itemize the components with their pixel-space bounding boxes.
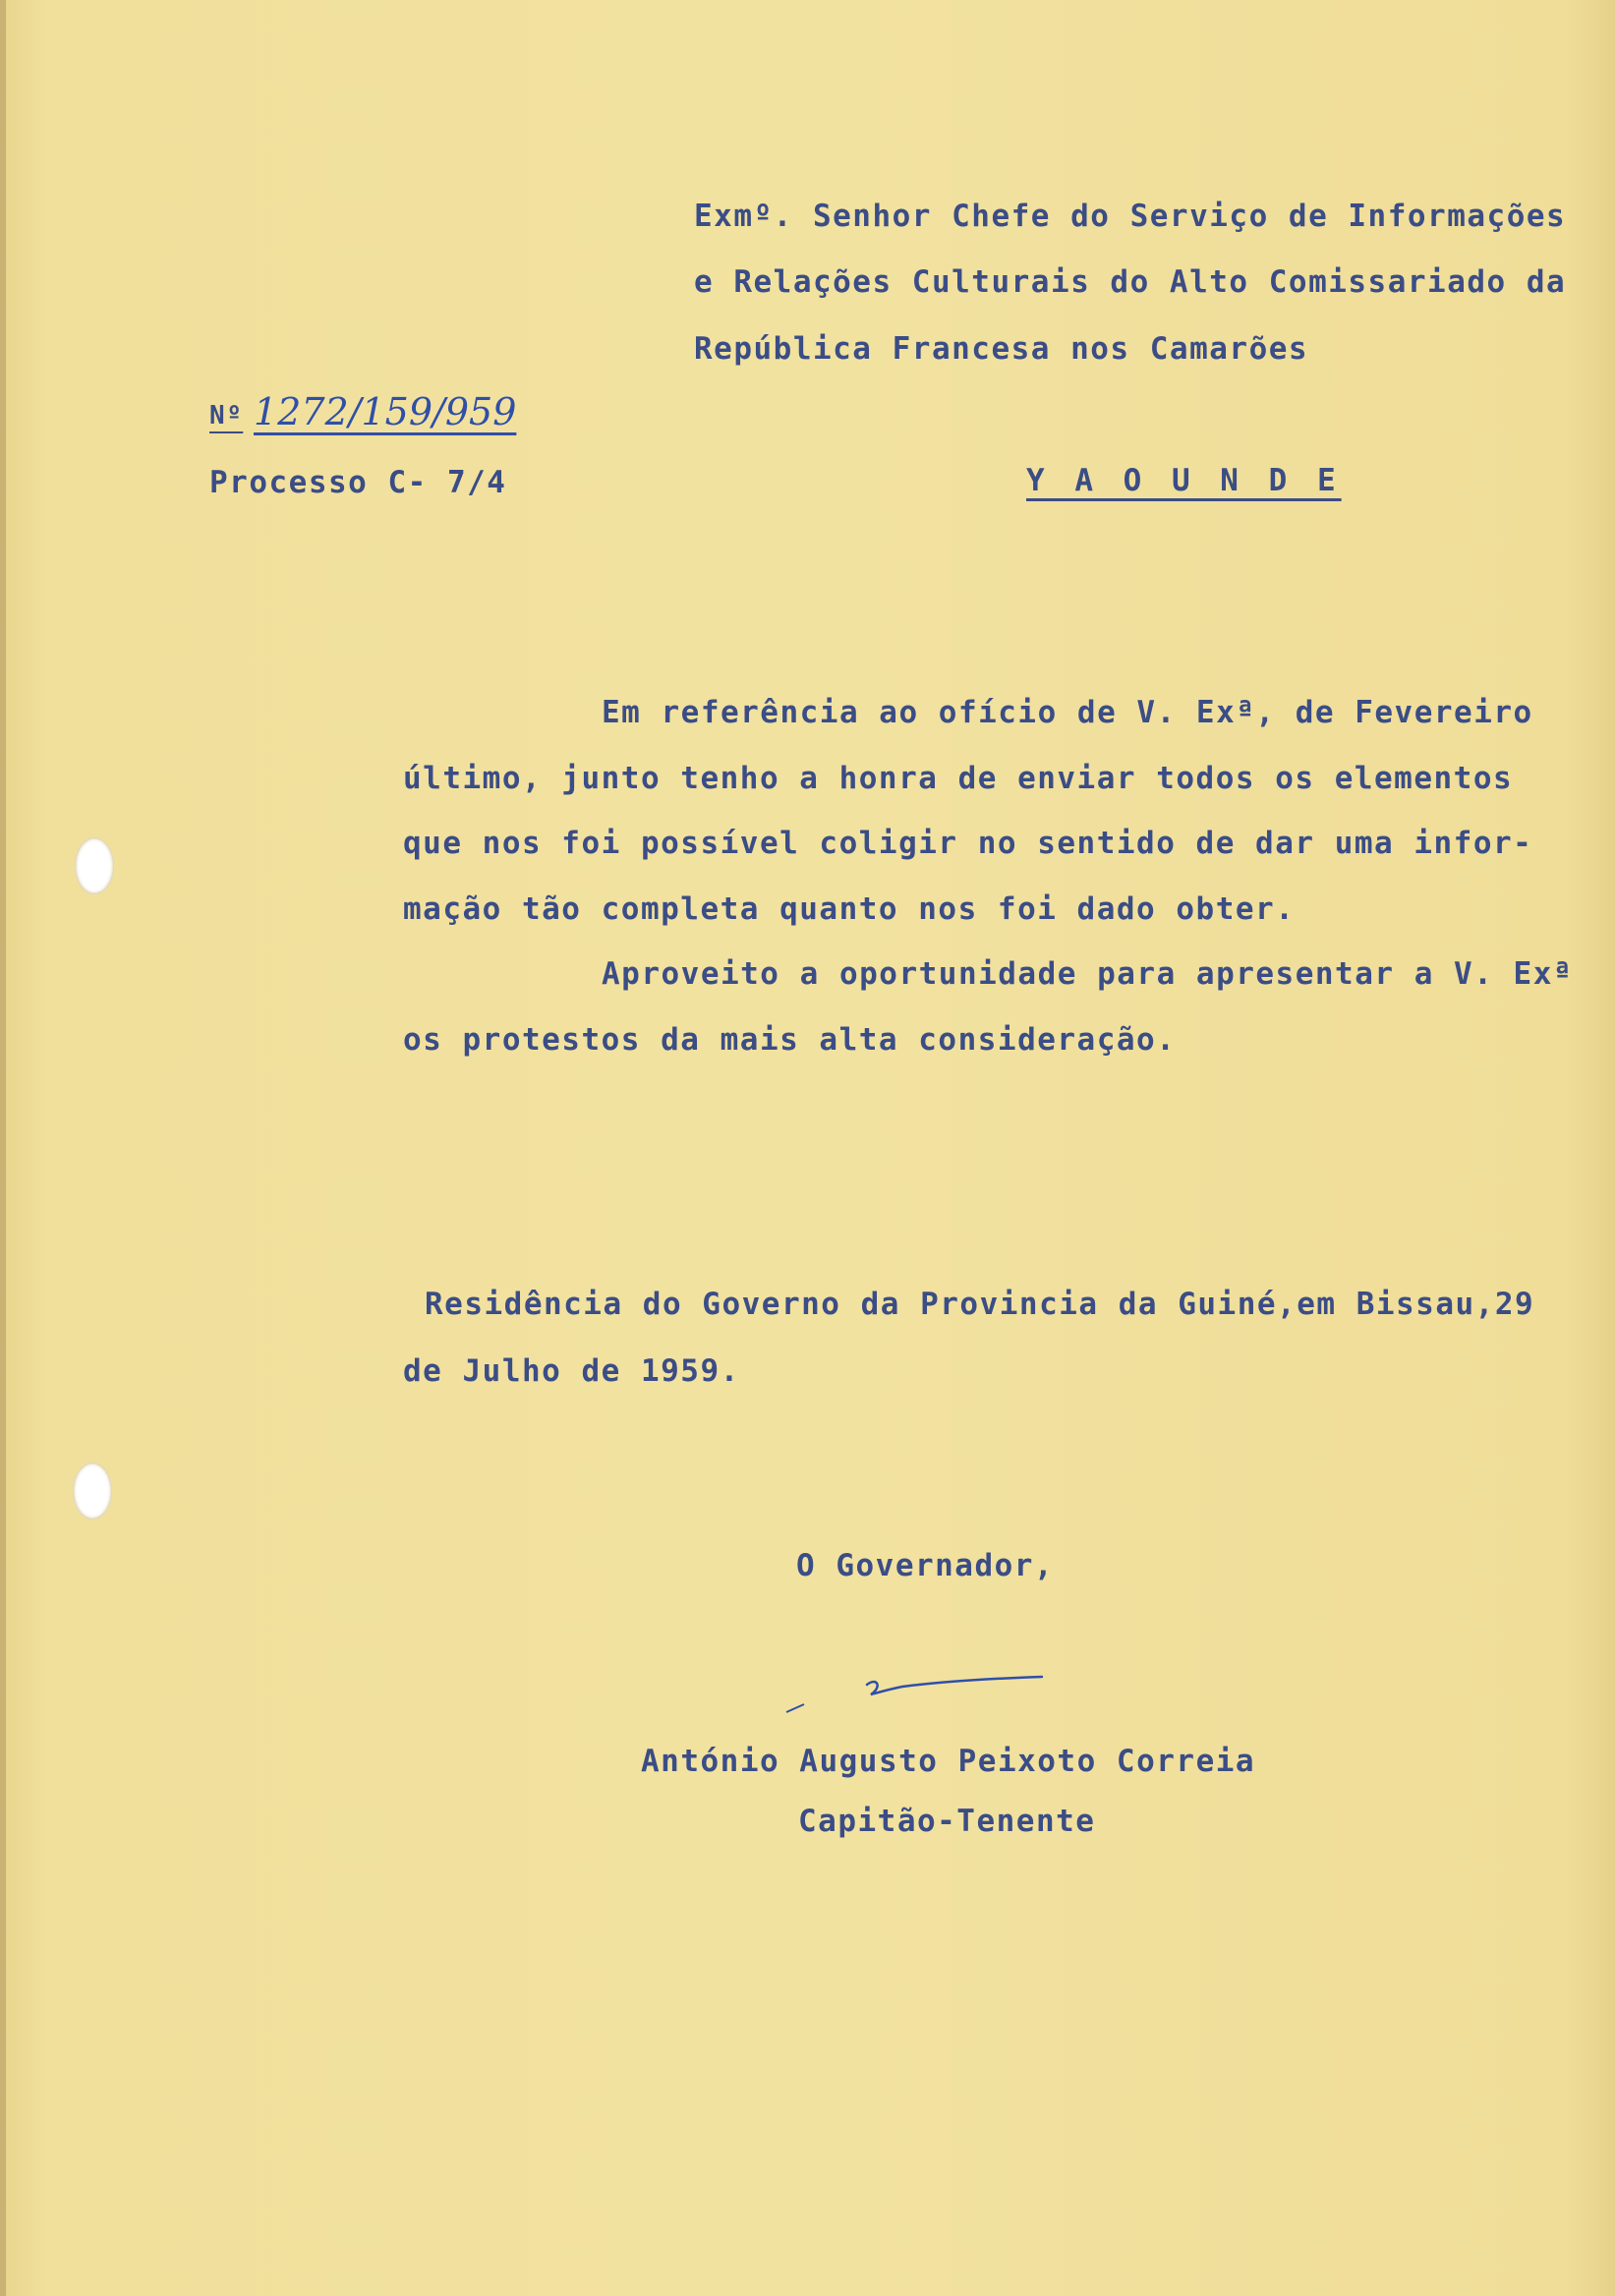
body-paragraph-2-line-2: os protestos da mais alta consideração. bbox=[403, 1022, 1177, 1058]
body-paragraph-1-line-4: mação tão completa quanto nos foi dado obter. bbox=[403, 891, 1296, 927]
reference-number-handwritten: 1272/159/959 bbox=[254, 390, 517, 433]
body-paragraph-1-line-3: que nos foi possível coligir no sentido de dar uma infor- bbox=[403, 826, 1533, 861]
paper-edge bbox=[0, 0, 6, 2296]
process-number: Processo C- 7/4 bbox=[209, 465, 507, 500]
signatory-role: O Governador, bbox=[796, 1548, 1055, 1583]
body-paragraph-2-line-1: Aproveito a oportunidade para apresentar a V. Exª bbox=[602, 956, 1574, 992]
punch-hole-bottom bbox=[73, 1463, 112, 1520]
addressee-line-2: e Relações Culturais do Alto Comissariado da bbox=[694, 264, 1567, 300]
destination-city: Y A O U N D E bbox=[1026, 463, 1342, 498]
place-date-line-1: Residência do Governo da Provincia da Guiné,em Bissau,29 bbox=[425, 1287, 1535, 1322]
signatory-rank: Capitão-Tenente bbox=[798, 1804, 1096, 1839]
addressee-line-1: Exmº. Senhor Chefe do Serviço de Informações bbox=[694, 199, 1567, 234]
signatory-name: António Augusto Peixoto Correia bbox=[641, 1744, 1256, 1779]
punch-hole-top bbox=[75, 837, 114, 894]
body-paragraph-1-line-2: último, junto tenho a honra de enviar todos os elementos bbox=[403, 761, 1514, 796]
place-date-line-2: de Julho de 1959. bbox=[403, 1353, 740, 1389]
reference-number-prefix: Nº bbox=[209, 401, 244, 430]
addressee-line-3: República Francesa nos Camarões bbox=[694, 331, 1309, 367]
body-paragraph-1-line-1: Em referência ao ofício de V. Exª, de Fevereiro bbox=[602, 695, 1533, 730]
handwritten-signature bbox=[777, 1661, 1071, 1730]
